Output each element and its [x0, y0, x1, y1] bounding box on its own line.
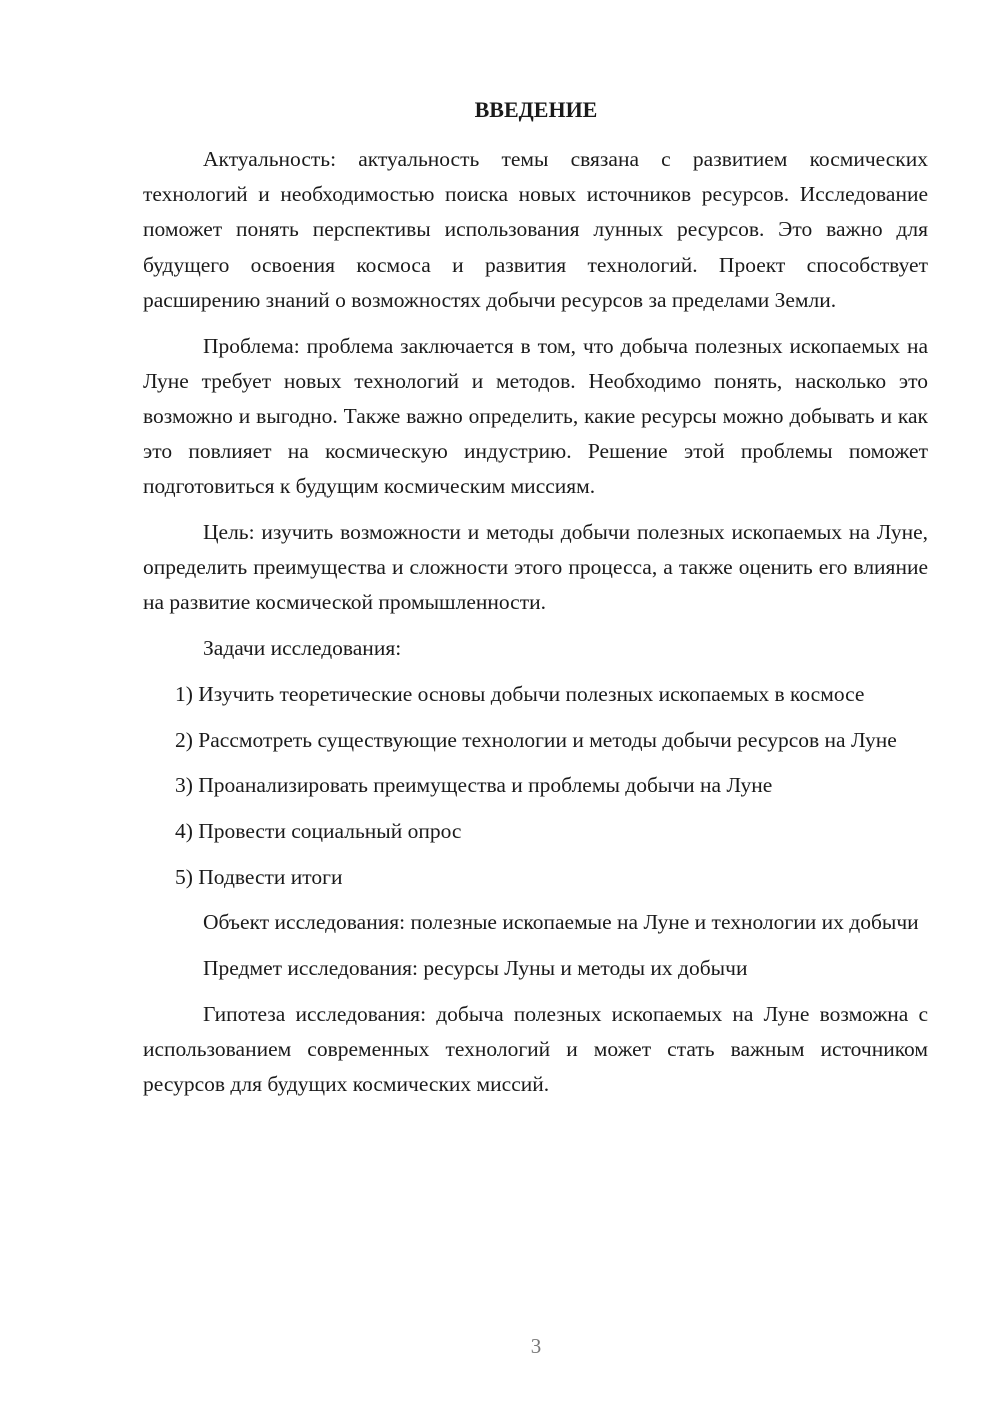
list-item: 1) Изучить теоретические основы добычи полезных ископаемых в космосе	[175, 681, 865, 706]
list-item: 3) Проанализировать преимущества и проблемы добычи на Луне	[175, 773, 773, 798]
paragraph-subject: Предмет исследования: ресурсы Луны и методы их добычи	[203, 956, 748, 981]
list-item: 5) Подвести итоги	[175, 864, 343, 889]
body-text	[143, 142, 928, 1113]
page-title: ВВЕДЕНИЕ	[474, 97, 598, 122]
tasks-list	[143, 677, 928, 895]
paragraph-object: Объект исследования: полезные ископаемые на Луне и технологии их добычи	[203, 910, 919, 935]
list-item: 2) Рассмотреть существующие технологии и методы добычи ресурсов на Луне	[175, 727, 897, 752]
paragraph-problem: Проблема: проблема заключается в том, что добыча полезных ископаемых на Луне требует новых технологий и методов. Необходимо понять, насколько это возможно и выгодно. Также важно определить, какие ресурсы можно добывать и как это повлияет на космическую индустрию. Решение этой проблемы поможет подготовиться к будущим космическим миссиям.	[143, 333, 928, 499]
page-number: 3	[530, 1334, 542, 1358]
paragraph-hypothesis: Гипотеза исследования: добыча полезных ископаемых на Луне возможна с использованием современных технологий и может стать важным источником ресурсов для будущих космических миссий.	[143, 1001, 928, 1097]
paragraph-relevance: Актуальность: актуальность темы связана с развитием космических технологий и необходимостью поиска новых источников ресурсов. Исследование поможет понять перспективы использования лунных ресурсов. Это важно для будущего освоения космоса и развития технологий. Проект способствует расширению знаний о возможностях добычи ресурсов за пределами Земли.	[143, 147, 928, 312]
list-item: 4) Провести социальный опрос	[175, 818, 462, 843]
paragraph-goal: Цель: изучить возможности и методы добычи полезных ископаемых на Луне, определить преимущества и сложности этого процесса, а также оценить его влияние на развитие космической промышленности.	[143, 520, 928, 615]
tasks-heading: Задачи исследования:	[203, 636, 402, 661]
